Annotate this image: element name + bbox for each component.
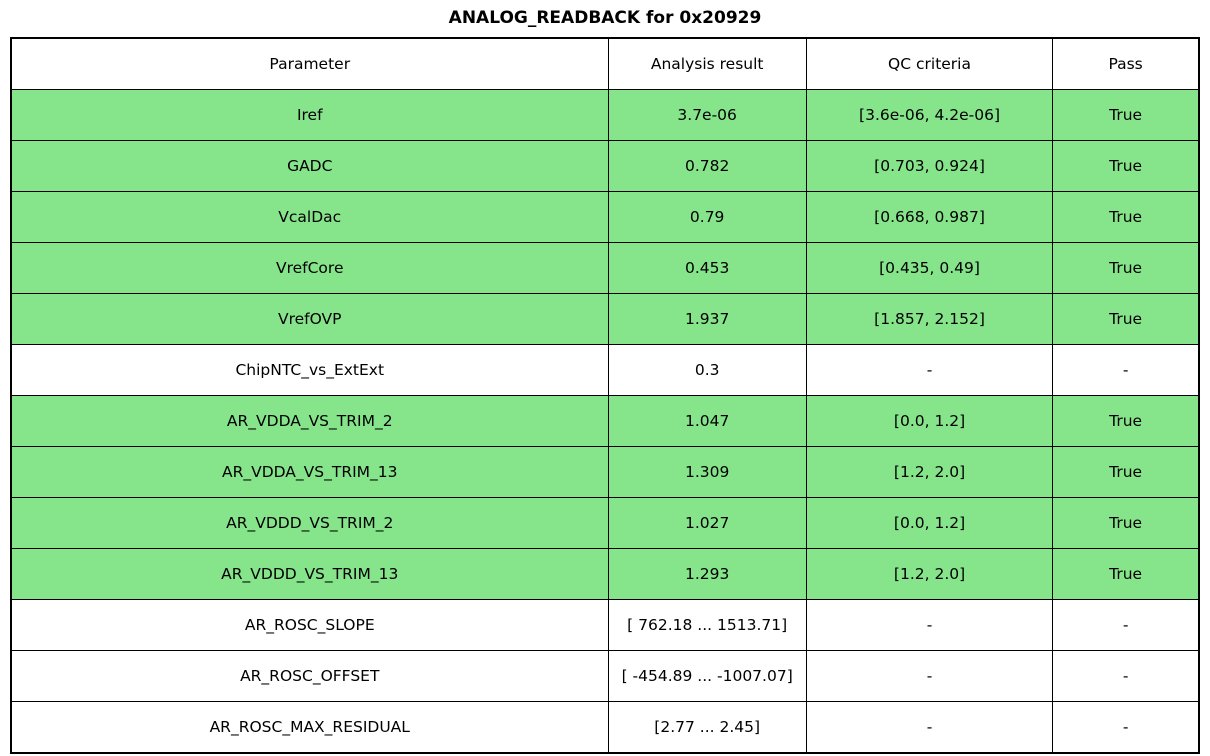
cell-parameter: Iref bbox=[11, 90, 608, 141]
cell-analysis-result: 1.027 bbox=[608, 498, 806, 549]
cell-analysis-result: 0.3 bbox=[608, 345, 806, 396]
cell-parameter: ChipNTC_vs_ExtExt bbox=[11, 345, 608, 396]
cell-parameter: AR_ROSC_SLOPE bbox=[11, 600, 608, 651]
analysis-result-value: [ 762.18 ... 1513.71] bbox=[627, 616, 788, 634]
table-container bbox=[0, 37, 1210, 754]
cell-pass: - bbox=[1053, 702, 1199, 754]
column-header-parameter: Parameter bbox=[11, 38, 608, 90]
cell-pass: True bbox=[1053, 396, 1199, 447]
table-row bbox=[11, 702, 1199, 754]
cell-qc-criteria: [0.0, 1.2] bbox=[806, 498, 1052, 549]
cell-pass: - bbox=[1053, 600, 1199, 651]
cell-analysis-result bbox=[608, 651, 806, 702]
analysis-result-value: [ -454.89 ... -1007.07] bbox=[621, 667, 793, 685]
table-row bbox=[11, 498, 1199, 549]
table-row bbox=[11, 345, 1199, 396]
cell-pass: True bbox=[1053, 192, 1199, 243]
cell-pass: True bbox=[1053, 498, 1199, 549]
cell-analysis-result: 0.453 bbox=[608, 243, 806, 294]
cell-pass: - bbox=[1053, 345, 1199, 396]
cell-parameter: AR_ROSC_OFFSET bbox=[11, 651, 608, 702]
cell-analysis-result: 1.309 bbox=[608, 447, 806, 498]
cell-qc-criteria: [3.6e-06, 4.2e-06] bbox=[806, 90, 1052, 141]
table-row bbox=[11, 90, 1199, 141]
cell-qc-criteria: - bbox=[806, 600, 1052, 651]
column-header-qc-criteria: QC criteria bbox=[806, 38, 1052, 90]
cell-pass: True bbox=[1053, 90, 1199, 141]
cell-analysis-result bbox=[608, 600, 806, 651]
table-row bbox=[11, 549, 1199, 600]
cell-analysis-result: 0.782 bbox=[608, 141, 806, 192]
cell-analysis-result: 3.7e-06 bbox=[608, 90, 806, 141]
table-body bbox=[11, 90, 1199, 754]
page-title: ANALOG_READBACK for 0x20929 bbox=[448, 8, 762, 28]
cell-qc-criteria: [0.435, 0.49] bbox=[806, 243, 1052, 294]
cell-parameter: VrefOVP bbox=[11, 294, 608, 345]
table-row bbox=[11, 447, 1199, 498]
cell-qc-criteria: [1.857, 2.152] bbox=[806, 294, 1052, 345]
cell-analysis-result: 1.047 bbox=[608, 396, 806, 447]
table-row bbox=[11, 294, 1199, 345]
table-row bbox=[11, 396, 1199, 447]
column-header-pass: Pass bbox=[1053, 38, 1199, 90]
cell-qc-criteria: [1.2, 2.0] bbox=[806, 447, 1052, 498]
cell-parameter: AR_VDDA_VS_TRIM_2 bbox=[11, 396, 608, 447]
cell-analysis-result: 1.937 bbox=[608, 294, 806, 345]
cell-analysis-result: 0.79 bbox=[608, 192, 806, 243]
table-row bbox=[11, 651, 1199, 702]
cell-analysis-result: 1.293 bbox=[608, 549, 806, 600]
table-header-row bbox=[11, 38, 1199, 90]
cell-pass: True bbox=[1053, 549, 1199, 600]
analog-readback-table bbox=[10, 37, 1200, 754]
cell-pass: True bbox=[1053, 294, 1199, 345]
cell-qc-criteria: - bbox=[806, 651, 1052, 702]
cell-pass: True bbox=[1053, 243, 1199, 294]
table-header bbox=[11, 38, 1199, 90]
cell-qc-criteria: [0.668, 0.987] bbox=[806, 192, 1052, 243]
table-row bbox=[11, 192, 1199, 243]
cell-qc-criteria: - bbox=[806, 702, 1052, 754]
table-row bbox=[11, 600, 1199, 651]
cell-analysis-result: [2.77 ... 2.45] bbox=[608, 702, 806, 754]
cell-pass: True bbox=[1053, 141, 1199, 192]
table-row bbox=[11, 243, 1199, 294]
cell-qc-criteria: [0.703, 0.924] bbox=[806, 141, 1052, 192]
cell-parameter: VrefCore bbox=[11, 243, 608, 294]
table-row bbox=[11, 141, 1199, 192]
cell-pass: - bbox=[1053, 651, 1199, 702]
cell-parameter: AR_ROSC_MAX_RESIDUAL bbox=[11, 702, 608, 754]
cell-parameter: AR_VDDA_VS_TRIM_13 bbox=[11, 447, 608, 498]
cell-qc-criteria: [0.0, 1.2] bbox=[806, 396, 1052, 447]
cell-qc-criteria: [1.2, 2.0] bbox=[806, 549, 1052, 600]
cell-parameter: VcalDac bbox=[11, 192, 608, 243]
cell-parameter: GADC bbox=[11, 141, 608, 192]
column-header-analysis-result: Analysis result bbox=[608, 38, 806, 90]
cell-parameter: AR_VDDD_VS_TRIM_13 bbox=[11, 549, 608, 600]
cell-parameter: AR_VDDD_VS_TRIM_2 bbox=[11, 498, 608, 549]
cell-pass: True bbox=[1053, 447, 1199, 498]
cell-qc-criteria: - bbox=[806, 345, 1052, 396]
